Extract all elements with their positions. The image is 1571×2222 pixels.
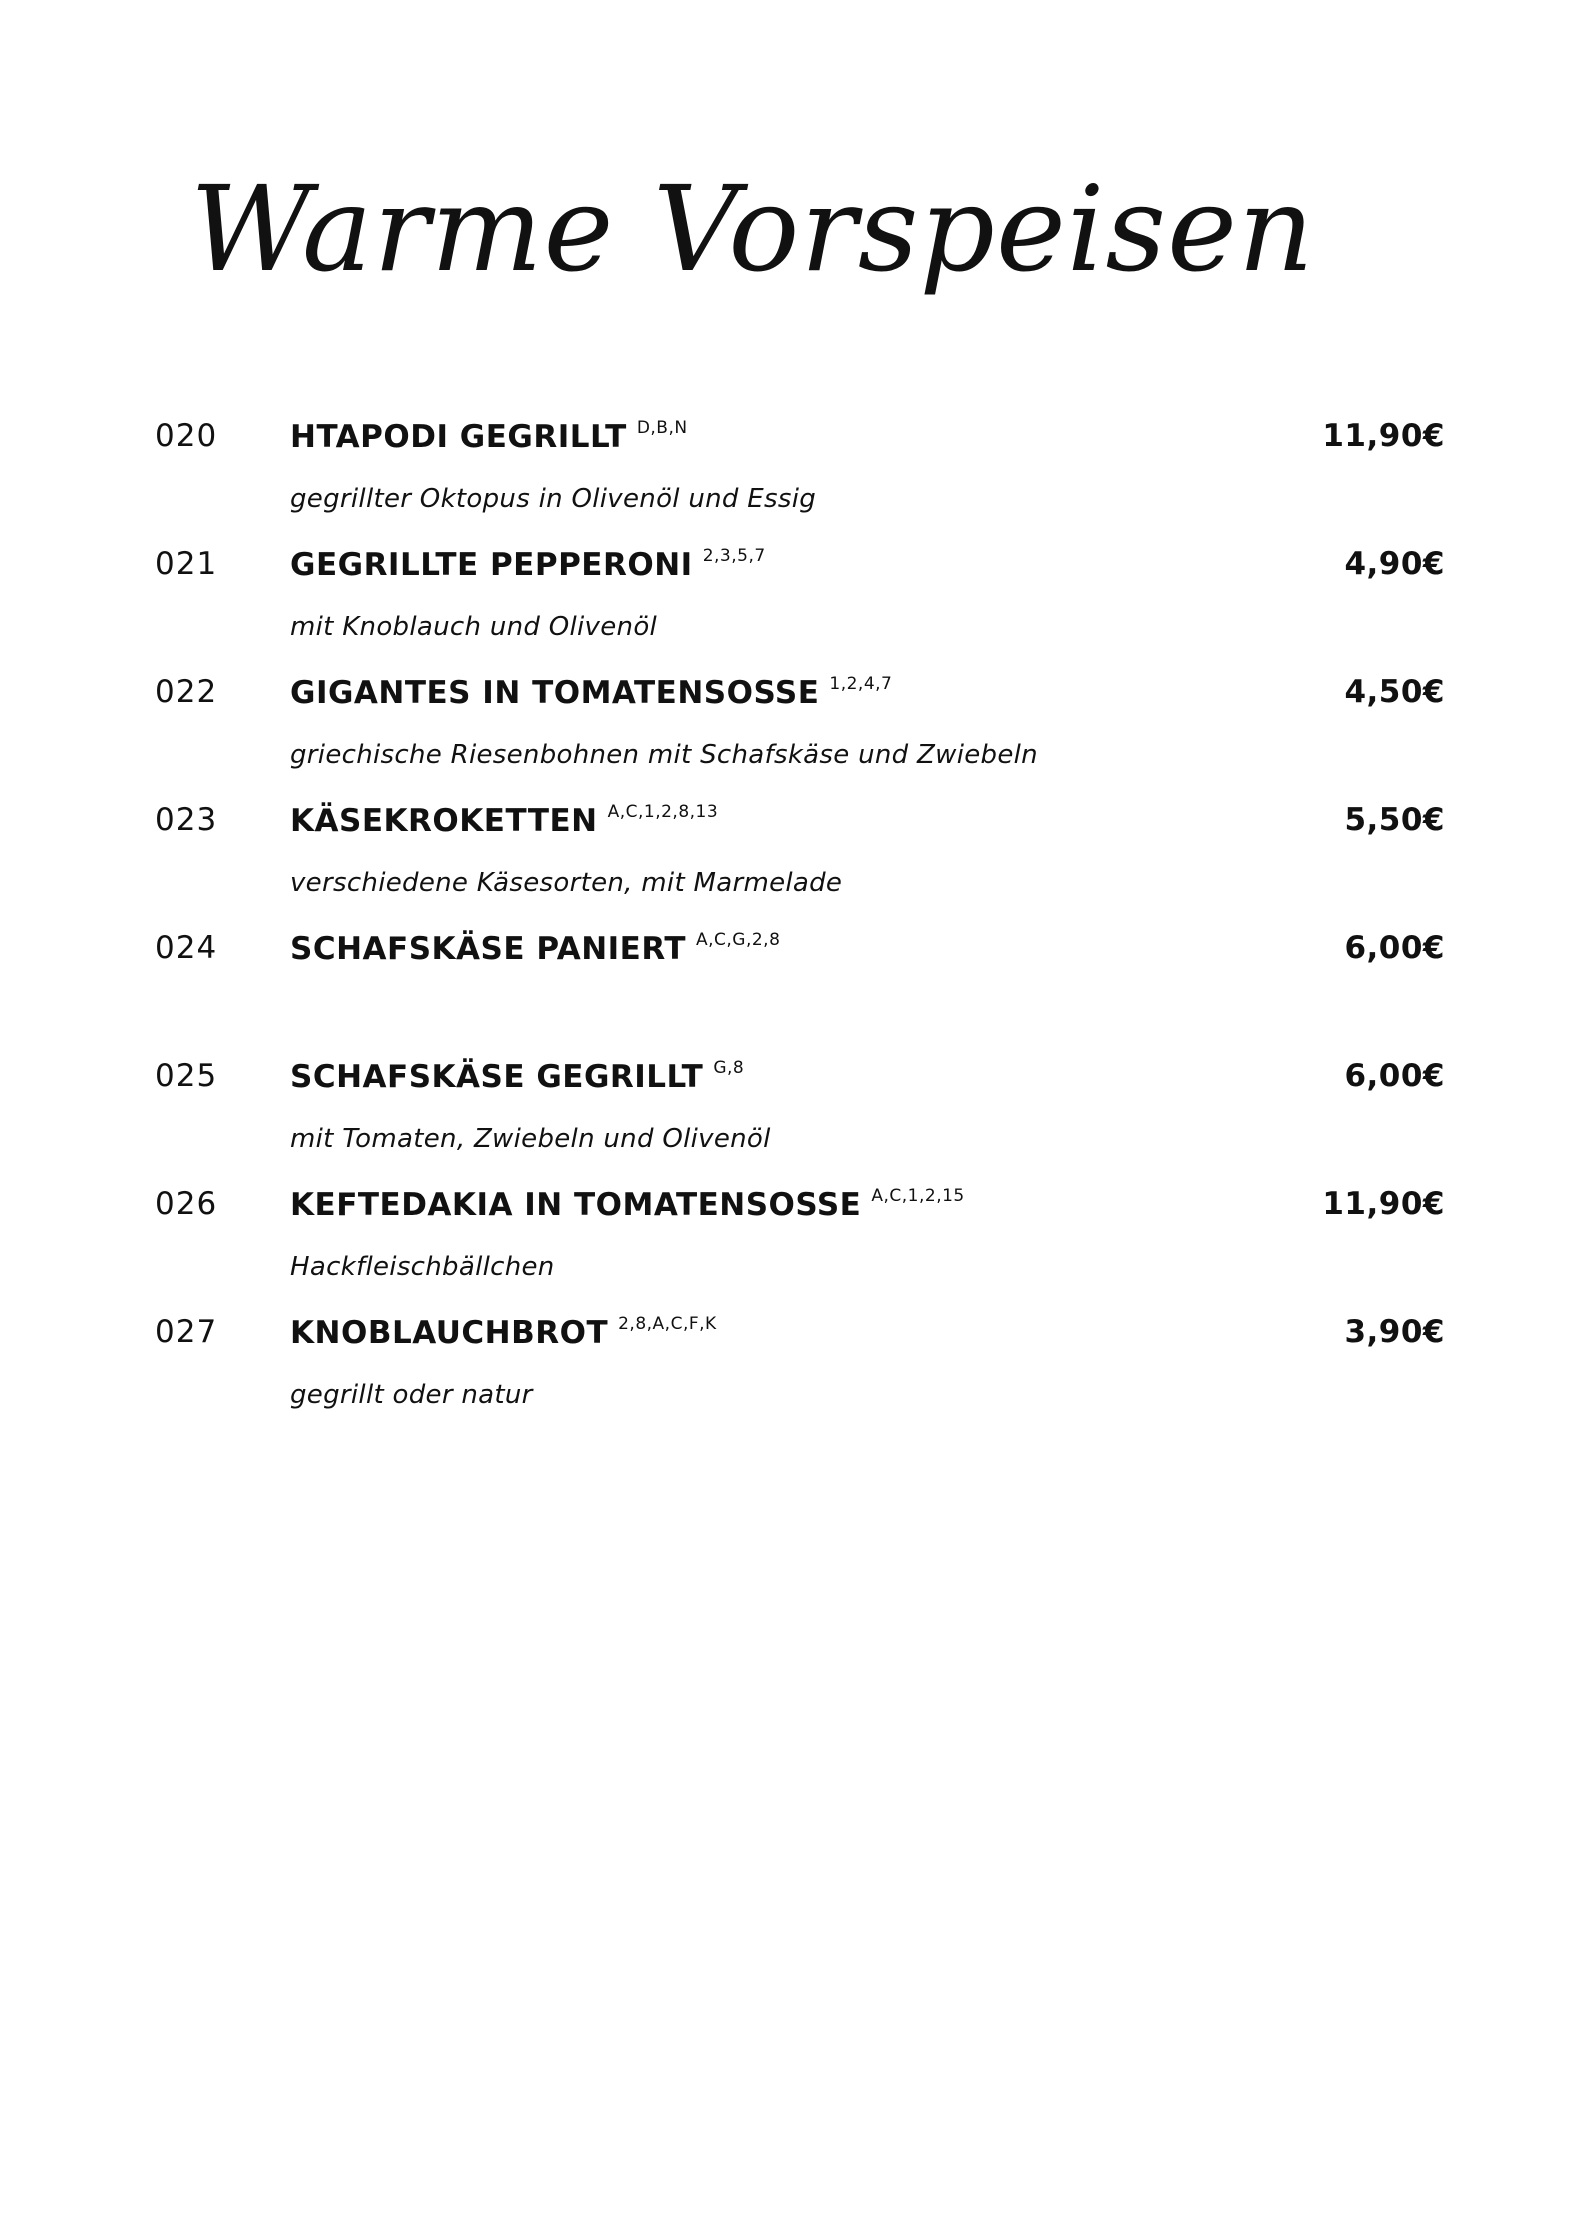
item-code: 024 — [155, 930, 218, 966]
item-name — [290, 930, 780, 967]
item-allergens: D,B,N — [636, 418, 688, 438]
item-description: gegrillt oder natur — [290, 1380, 533, 1410]
menu-item — [155, 674, 1445, 802]
item-name-text: KEFTEDAKIA IN TOMATENSOSSE — [290, 1187, 862, 1223]
item-price: 5,50€ — [1344, 802, 1445, 838]
item-description: Hackfleischbällchen — [290, 1252, 555, 1282]
item-description: mit Knoblauch und Olivenöl — [290, 612, 658, 642]
item-name — [290, 546, 766, 583]
item-name-text: SCHAFSKÄSE GEGRILLT — [290, 1059, 704, 1095]
item-description: mit Tomaten, Zwiebeln und Olivenöl — [290, 1124, 771, 1154]
item-code: 023 — [155, 802, 218, 838]
item-price: 4,50€ — [1344, 674, 1445, 710]
menu-item — [155, 1058, 1445, 1186]
menu-item — [155, 802, 1445, 930]
item-price: 3,90€ — [1344, 1314, 1445, 1350]
item-allergens: 2,8,A,C,F,K — [618, 1314, 717, 1334]
item-code: 022 — [155, 674, 218, 710]
item-description: griechische Riesenbohnen mit Schafskäse und Zwiebeln — [290, 740, 1038, 770]
item-code: 026 — [155, 1186, 218, 1222]
item-name — [290, 1058, 744, 1095]
item-allergens: A,C,G,2,8 — [695, 930, 781, 950]
menu-item — [155, 418, 1445, 546]
item-name — [290, 674, 892, 711]
menu-item — [155, 1314, 1445, 1442]
page-title: Warme Vorspeisen — [190, 160, 1315, 298]
item-description: gegrillter Oktopus in Olivenöl und Essig — [290, 484, 817, 514]
item-code: 021 — [155, 546, 218, 582]
item-name-text: GEGRILLTE PEPPERONI — [290, 547, 693, 583]
item-name-text: HTAPODI GEGRILLT — [290, 419, 627, 455]
menu-item — [155, 546, 1445, 674]
item-code: 025 — [155, 1058, 218, 1094]
menu-item — [155, 1186, 1445, 1314]
item-allergens: A,C,1,2,8,13 — [607, 802, 719, 822]
item-name-text: KÄSEKROKETTEN — [290, 803, 598, 839]
item-price: 11,90€ — [1322, 418, 1445, 454]
item-name — [290, 1314, 717, 1351]
item-allergens: A,C,1,2,15 — [871, 1186, 965, 1206]
item-name — [290, 802, 718, 839]
item-name-text: SCHAFSKÄSE PANIERT — [290, 931, 686, 967]
item-name — [290, 1186, 965, 1223]
item-code: 020 — [155, 418, 218, 454]
item-name-text: KNOBLAUCHBROT — [290, 1315, 609, 1351]
item-code: 027 — [155, 1314, 218, 1350]
item-allergens: G,8 — [713, 1058, 745, 1078]
item-name — [290, 418, 688, 455]
item-allergens: 2,3,5,7 — [702, 546, 766, 566]
item-price: 4,90€ — [1344, 546, 1445, 582]
menu-item — [155, 930, 1445, 1058]
item-name-text: GIGANTES IN TOMATENSOSSE — [290, 675, 820, 711]
item-description: verschiedene Käsesorten, mit Marmelade — [290, 868, 843, 898]
menu-list — [155, 418, 1445, 1442]
item-price: 6,00€ — [1344, 1058, 1445, 1094]
item-price: 6,00€ — [1344, 930, 1445, 966]
item-price: 11,90€ — [1322, 1186, 1445, 1222]
item-allergens: 1,2,4,7 — [829, 674, 893, 694]
